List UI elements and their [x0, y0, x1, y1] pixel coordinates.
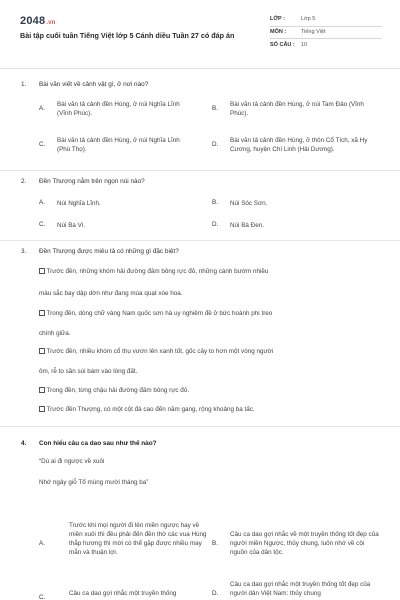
option-b[interactable]	[212, 530, 382, 557]
option-d[interactable]	[212, 580, 382, 599]
option-text: Núi Nghĩa Lĩnh.	[57, 200, 101, 207]
meta-table	[270, 14, 382, 52]
divider	[0, 170, 400, 171]
option-text: Bài văn tả cảnh đền Hùng, ở thôn Cổ Tích, xã Hy Cương, huyện Chí Linh (Hải Dương).	[230, 137, 368, 154]
option-text: Trong đền, từng chậu hải đường đâm bông rực đỏ.	[46, 387, 190, 394]
checkbox-option-2[interactable]	[39, 310, 384, 319]
option-letter: C.	[39, 594, 46, 600]
divider	[0, 240, 400, 241]
option-text: Trong đền, dòng chữ vàng Nam quốc sơn hà uy nghiêm đề ở bức hoành phi treo	[46, 310, 273, 317]
site-logo[interactable]	[20, 14, 56, 29]
option-text: Câu ca dao gợi nhắc một truyền thống	[69, 590, 177, 597]
option-continuation	[39, 368, 384, 377]
checkbox-option-1[interactable]	[39, 268, 384, 277]
option-c[interactable]	[39, 136, 189, 154]
header	[20, 14, 382, 66]
option-text: màu sắc bay dập dờn như đang múa quạt xòe hoa.	[39, 290, 183, 297]
option-continuation	[39, 290, 384, 299]
option-text: Trước đền, những khóm hải đường đâm bông rực đỏ, những cánh bướm nhiều	[46, 268, 269, 275]
option-a[interactable]	[39, 521, 209, 558]
question-number: 4.	[21, 440, 27, 447]
question-text: Bài văn viết về cảnh vật gì, ở nơi nào?	[39, 81, 149, 88]
question-1	[21, 81, 381, 154]
option-letter: B.	[212, 540, 218, 547]
meta-value: Tiếng Việt	[301, 28, 326, 35]
option-letter: C.	[39, 221, 46, 228]
option-letter: A.	[39, 199, 45, 206]
meta-value: Lớp 5	[301, 16, 316, 23]
option-text: Câu ca dao gợi nhắc một truyền thống tốt đẹp của người dân Việt Nam: thủy chung	[230, 581, 371, 598]
option-letter: B.	[212, 105, 218, 112]
option-letter: A.	[39, 105, 45, 112]
logo-main: 2048	[20, 15, 46, 27]
option-text: Trước đền Thượng, có một cột đá cao đến năm gang, rộng khoảng ba tấc.	[46, 406, 255, 413]
option-d[interactable]	[212, 136, 382, 154]
option-text: Núi Sóc Sơn.	[230, 200, 268, 207]
meta-key: MÔN :	[270, 28, 287, 35]
question-text: Con hiểu câu ca dao sau như thế nào?	[39, 440, 157, 447]
checkbox-icon[interactable]	[39, 387, 45, 393]
question-3	[21, 248, 381, 413]
option-text: Trước đền, nhiều khóm cổ thụ vươn lên xanh tốt, gốc cây to hơn một vòng người	[46, 348, 274, 355]
option-text: Trước khi mọi người đi lên miền ngược hay về miền xuôi thì đều phải đến đền thờ các vua Hùng thắp hương thì mới có thể gặp được nhiều may mắn và thuận lợi.	[69, 522, 207, 557]
option-b[interactable]	[212, 199, 382, 208]
meta-row-grade	[270, 14, 382, 27]
question-text: Đền Thượng được miêu tả có những gì đặc biệt?	[39, 248, 179, 255]
quote-line-2: Nhớ ngày giỗ Tổ mùng mười tháng ba”	[39, 479, 149, 486]
option-letter: D.	[212, 141, 219, 148]
checkbox-icon[interactable]	[39, 348, 45, 354]
option-c[interactable]	[39, 221, 189, 230]
checkbox-icon[interactable]	[39, 406, 45, 412]
option-letter: C.	[39, 141, 46, 148]
option-continuation	[39, 330, 384, 339]
option-text: Núi Bà Đen.	[230, 222, 264, 229]
logo-sub: .vn	[46, 20, 56, 26]
question-4	[21, 440, 381, 600]
header-divider	[0, 68, 400, 69]
option-text: Bài văn tả cảnh đền Hùng, ở núi Tam Đảo (Vĩnh Phúc).	[230, 101, 364, 118]
option-letter: D.	[212, 221, 219, 228]
option-letter: A.	[39, 540, 45, 547]
option-text: chính giữa.	[39, 330, 71, 337]
question-2	[21, 178, 381, 229]
option-d[interactable]	[212, 221, 382, 230]
option-text: Câu ca dao gợi nhắc về một truyền thống tốt đẹp của người miền Ngược, thủy chung, luôn nhớ về cội nguồn của dân tộc.	[230, 531, 379, 557]
option-text: ôm, rễ to sần sùi bám vào lòng đất.	[39, 368, 138, 375]
question-number: 2.	[21, 178, 27, 185]
meta-row-subject	[270, 27, 382, 40]
checkbox-option-5[interactable]	[39, 406, 384, 415]
option-text: Bài văn tả cảnh đền Hùng, ở núi Nghĩa Lĩnh (Vĩnh Phúc).	[57, 101, 180, 118]
question-number: 1.	[21, 81, 27, 88]
option-letter: D.	[212, 590, 219, 597]
option-c[interactable]	[39, 589, 209, 600]
checkbox-icon[interactable]	[39, 310, 45, 316]
option-b[interactable]	[212, 100, 382, 118]
meta-row-count	[270, 39, 382, 52]
option-a[interactable]	[39, 199, 189, 208]
page-title: Bài tập cuối tuần Tiếng Việt lớp 5 Cánh diều Tuần 27 có đáp án	[20, 31, 235, 40]
meta-key: SỐ CÂU :	[270, 41, 295, 48]
option-text: Núi Ba Vì.	[57, 222, 86, 229]
question-number: 3.	[21, 248, 27, 255]
checkbox-option-4[interactable]	[39, 387, 384, 396]
meta-value: 10	[301, 41, 308, 48]
checkbox-icon[interactable]	[39, 268, 45, 274]
question-text: Đền Thượng nằm trên ngọn núi nào?	[39, 178, 145, 185]
divider	[0, 426, 400, 427]
option-letter: B.	[212, 199, 218, 206]
meta-key: LỚP :	[270, 16, 285, 23]
checkbox-option-3[interactable]	[39, 348, 384, 357]
option-text: Bài văn tả cảnh đền Hùng, ở núi Nghĩa Lĩnh (Phú Thọ).	[57, 137, 180, 154]
option-a[interactable]	[39, 100, 189, 118]
quote-line-1: “Dù ai đi ngược về xuôi	[39, 458, 105, 465]
